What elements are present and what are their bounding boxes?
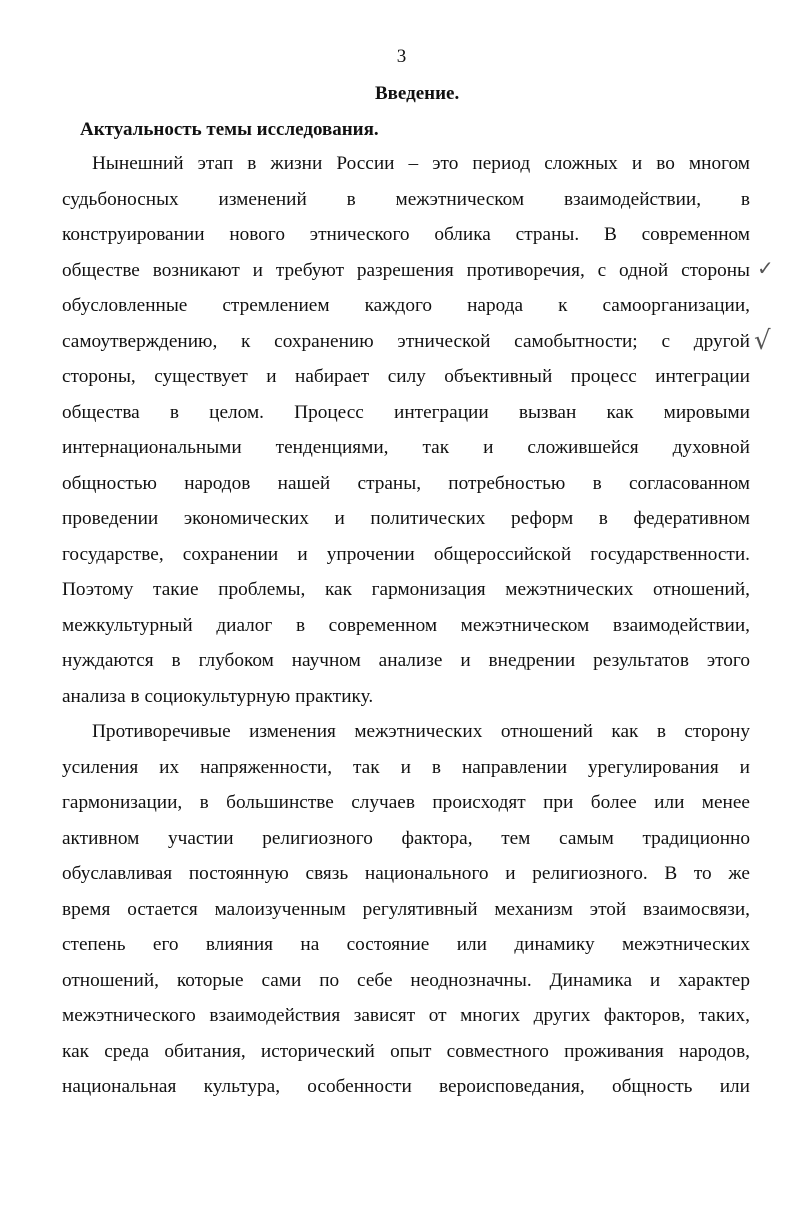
text-line: судьбоносных изменений в межэтническом взаимодействии, в	[62, 188, 750, 210]
text-line: самоутверждению, к сохранению этнической самобытности; с другой	[62, 330, 750, 352]
page-number: 3	[396, 46, 407, 67]
text-line: государстве, сохранении и упрочении общероссийской государственности.	[62, 543, 750, 565]
text-line: межкультурный диалог в современном межэтническом взаимодействии,	[62, 614, 750, 636]
subsection-heading: Актуальность темы исследования.	[80, 119, 379, 140]
text-line: как среда обитания, исторический опыт совместного проживания народов,	[62, 1040, 750, 1062]
text-line: общества в целом. Процесс интеграции вызван как мировыми	[62, 401, 750, 423]
text-line: отношений, которые сами по себе неоднозначны. Динамика и характер	[62, 969, 750, 991]
text-line: гармонизации, в большинстве случаев происходят при более или менее	[62, 792, 750, 813]
text-line: проведении экономических и политических реформ в федеративном	[62, 508, 750, 529]
text-line: интернациональными тенденциями, так и сложившейся духовной	[62, 437, 750, 458]
text-line: анализа в социокультурную практику.	[62, 685, 374, 707]
text-line: время остается малоизученным регулятивный механизм этой взаимосвязи,	[62, 898, 750, 920]
text-line: Противоречивые изменения межэтнических отношений как в сторону	[92, 721, 750, 742]
text-line: межэтнического взаимодействия зависят от многих других факторов, таких,	[62, 1005, 750, 1026]
text-line: обществе возникают и требуют разрешения противоречия, с одной стороны	[62, 259, 750, 281]
text-line: Поэтому такие проблемы, как гармонизация межэтнических отношений,	[62, 579, 750, 600]
text-line: усиления их напряженности, так и в направлении урегулирования и	[62, 756, 750, 778]
handwritten-check-icon: ✓	[757, 256, 774, 280]
handwritten-check-icon: √	[754, 326, 771, 356]
text-line: национальная культура, особенности вероисповедания, общность или	[62, 1076, 750, 1097]
section-heading: Введение.	[375, 83, 460, 104]
text-line: общностью народов нашей страны, потребностью в согласованном	[62, 472, 750, 494]
text-line: активном участии религиозного фактора, тем самым традиционно	[62, 827, 750, 849]
text-line: обусловленные стремлением каждого народа к самоорганизации,	[62, 295, 750, 316]
text-line: степень его влияния на состояние или динамику межэтнических	[62, 934, 750, 955]
text-line: Нынешний этап в жизни России – это период сложных и во многом	[92, 153, 750, 174]
text-line: стороны, существует и набирает силу объективный процесс интеграции	[62, 366, 750, 387]
text-line: нуждаются в глубоком научном анализе и внедрении результатов этого	[62, 650, 750, 671]
text-line: обуславливая постоянную связь национального и религиозного. В то же	[62, 863, 750, 884]
text-line: конструировании нового этнического облика страны. В современном	[62, 224, 750, 245]
